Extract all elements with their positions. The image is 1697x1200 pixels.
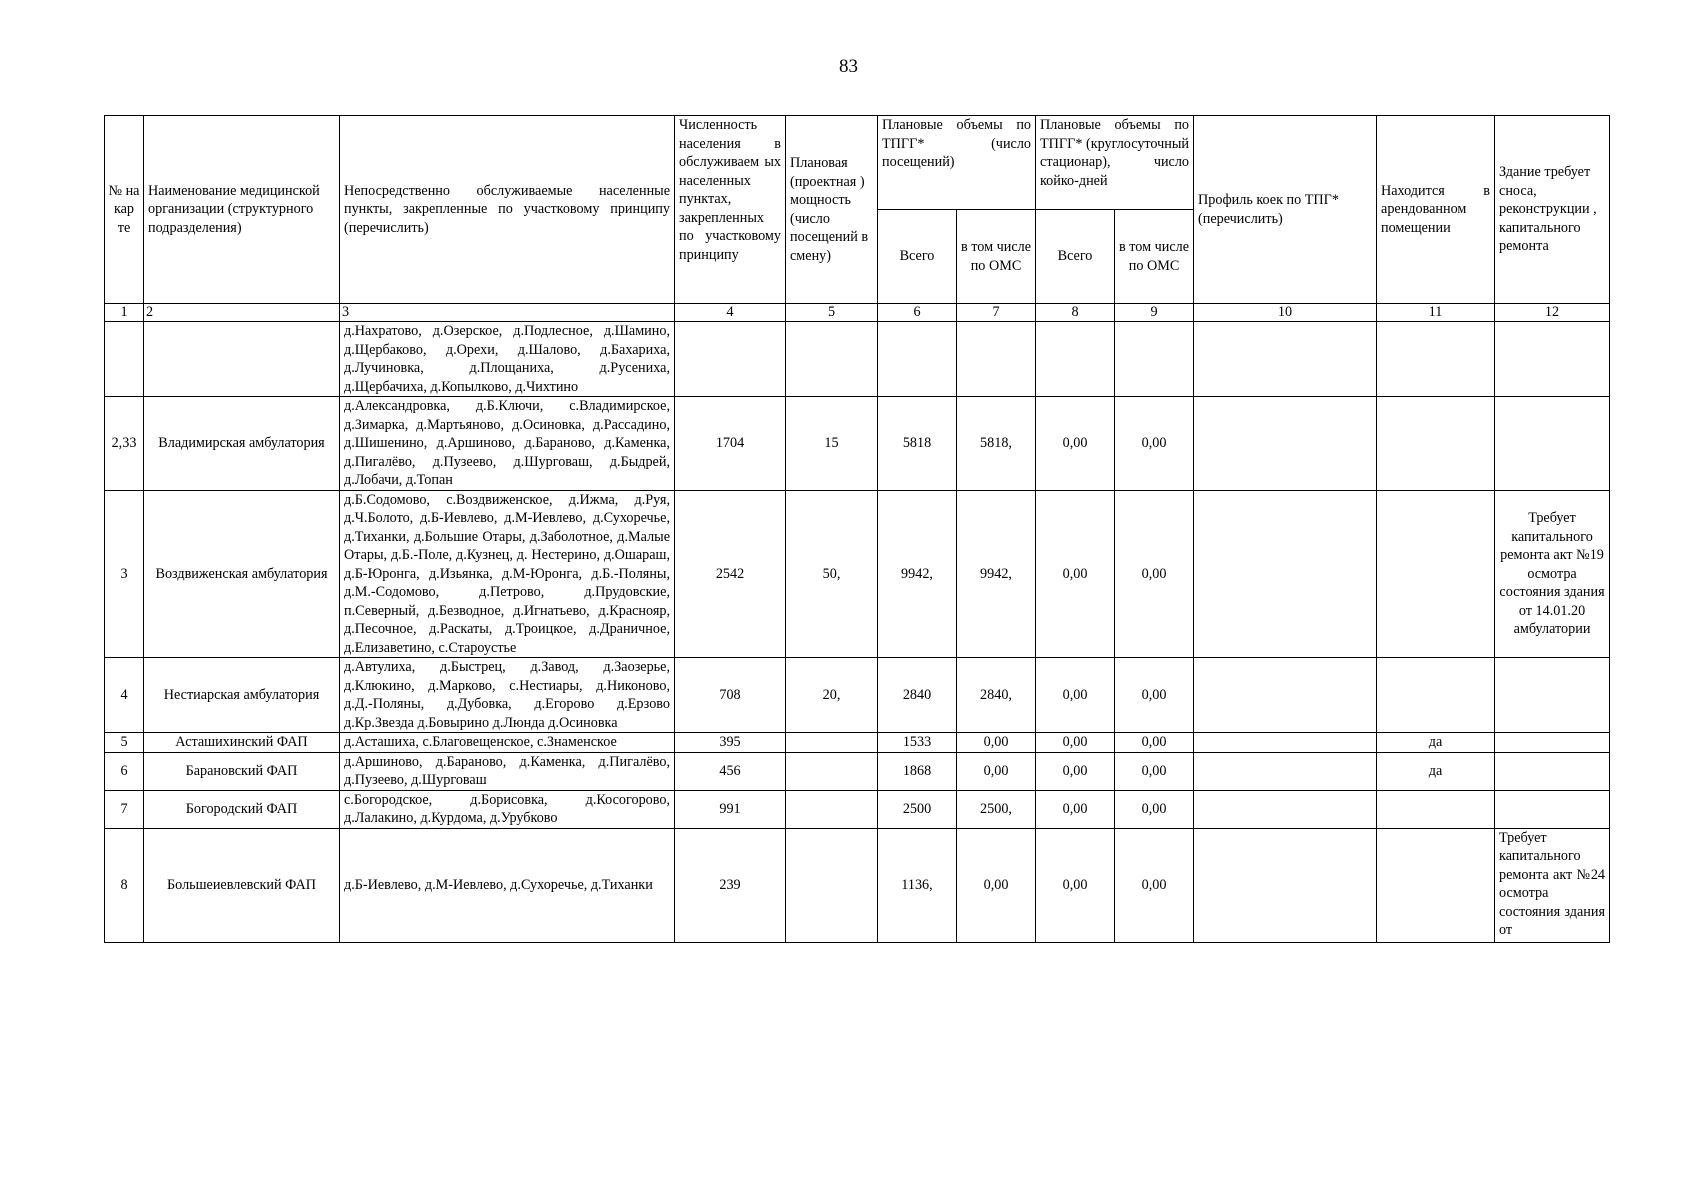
cell-visits-oms: 2840, [957, 658, 1036, 733]
header-bed-profile: Профиль коек по ТПГ* (перечислить) [1194, 116, 1377, 304]
cell-rented: да [1377, 733, 1495, 753]
cell-beds-oms: 0,00 [1115, 752, 1194, 790]
cell-population: 1704 [675, 397, 786, 491]
cell-visits-total: 1533 [878, 733, 957, 753]
cell-num: 6 [105, 752, 144, 790]
cell-capacity: 50, [786, 490, 878, 658]
cell-visits-oms [957, 322, 1036, 397]
cell-repair: Требует капитального ремонта акт №24 осмотра состояния здания от [1495, 828, 1610, 942]
cell-num: 5 [105, 733, 144, 753]
cell-places: д.Аршиново, д.Бараново, д.Каменка, д.Пигалёво, д.Пузеево, д.Шурговаш [340, 752, 675, 790]
cell-visits-total: 2840 [878, 658, 957, 733]
cell-capacity [786, 733, 878, 753]
cell-capacity: 15 [786, 397, 878, 491]
column-number: 9 [1115, 304, 1194, 322]
table-row [105, 828, 1610, 942]
cell-rented [1377, 828, 1495, 942]
cell-profile [1194, 752, 1377, 790]
cell-capacity [786, 828, 878, 942]
header-planned-capacity: Плановая (проектная ) мощность (число посещений в смену) [786, 116, 878, 304]
cell-beds-total: 0,00 [1036, 658, 1115, 733]
cell-num: 2,33 [105, 397, 144, 491]
column-number: 12 [1495, 304, 1610, 322]
cell-beds-oms: 0,00 [1115, 658, 1194, 733]
cell-visits-total [878, 322, 957, 397]
cell-profile [1194, 397, 1377, 491]
cell-name: Нестиарская амбулатория [144, 658, 340, 733]
cell-beds-oms [1115, 322, 1194, 397]
header-visits-oms: в том числе по ОМС [957, 210, 1036, 304]
cell-visits-oms: 0,00 [957, 752, 1036, 790]
cell-visits-total: 9942, [878, 490, 957, 658]
medical-organizations-table [104, 115, 1610, 943]
cell-repair: Требует капитального ремонта акт №19 осмотра состояния здания от 14.01.20 амбулатории [1495, 490, 1610, 658]
cell-num: 3 [105, 490, 144, 658]
cell-profile [1194, 733, 1377, 753]
cell-num [105, 322, 144, 397]
table-row [105, 490, 1610, 658]
cell-places: д.Александровка, д.Б.Ключи, с.Владимирское, д.Зимарка, д.Мартьяново, д.Осиновка, д.Рассадино, д.Шишенино, д.Аршиново, д.Бараново, д.Каменка, д.Пигалёво, д.Пузеево, д.Шурговаш, д.Быдрей, д.Лобачи, д.Топан [340, 397, 675, 491]
cell-beds-total: 0,00 [1036, 490, 1115, 658]
cell-visits-oms: 2500, [957, 790, 1036, 828]
cell-name: Асташихинский ФАП [144, 733, 340, 753]
header-map-number: № на кар те [105, 116, 144, 304]
header-building-condition: Здание требует сноса, реконструкции , капитального ремонта [1495, 116, 1610, 304]
cell-num: 7 [105, 790, 144, 828]
cell-population: 2542 [675, 490, 786, 658]
cell-rented [1377, 658, 1495, 733]
column-number: 4 [675, 304, 786, 322]
cell-rented [1377, 490, 1495, 658]
cell-beds-total: 0,00 [1036, 752, 1115, 790]
cell-beds-total: 0,00 [1036, 397, 1115, 491]
cell-num: 4 [105, 658, 144, 733]
cell-places: с.Богородское, д.Борисовка, д.Косогорово, д.Лалакино, д.Курдома, д.Урубково [340, 790, 675, 828]
table-row [105, 752, 1610, 790]
cell-name [144, 322, 340, 397]
cell-name: Воздвиженская амбулатория [144, 490, 340, 658]
cell-beds-total: 0,00 [1036, 733, 1115, 753]
header-visits-total: Всего [878, 210, 957, 304]
column-number: 5 [786, 304, 878, 322]
table-row [105, 322, 1610, 397]
cell-places: д.Б-Иевлево, д.М-Иевлево, д.Сухоречье, д.Тиханки [340, 828, 675, 942]
cell-places: д.Автулиха, д.Быстрец, д.Завод, д.Заозерье, д.Клюкино, д.Марково, с.Нестиары, д.Никоново, д.Д.-Поляны, д.Дубовка, д.Егорово д.Ерзово д.Кр.Звезда д.Бовырино д.Люнда д.Осиновка [340, 658, 675, 733]
table-row [105, 397, 1610, 491]
header-planned-bed-days: Плановые объемы по ТПГГ* (круглосуточный стационар), число койко-дней [1036, 116, 1194, 210]
table-row [105, 733, 1610, 753]
cell-repair [1495, 397, 1610, 491]
cell-name: Владимирская амбулатория [144, 397, 340, 491]
cell-visits-total: 2500 [878, 790, 957, 828]
header-rented-premises: Находится в арендованном помещении [1377, 116, 1495, 304]
column-number: 1 [105, 304, 144, 322]
cell-rented [1377, 790, 1495, 828]
cell-places: д.Нахратово, д.Озерское, д.Подлесное, д.Шамино, д.Щербаково, д.Орехи, д.Шалово, д.Бахариха, д.Лучиновка, д.Площаниха, д.Русениха, д.Щербачиха, д.Копылково, д.Чихтино [340, 322, 675, 397]
cell-name: Богородский ФАП [144, 790, 340, 828]
header-organization-name: Наименование медицинской организации (структурного подразделения) [144, 116, 340, 304]
column-number: 2 [144, 304, 340, 322]
cell-population: 395 [675, 733, 786, 753]
cell-repair [1495, 733, 1610, 753]
cell-profile [1194, 490, 1377, 658]
cell-population: 456 [675, 752, 786, 790]
column-number: 7 [957, 304, 1036, 322]
table-row [105, 658, 1610, 733]
cell-capacity [786, 790, 878, 828]
cell-repair [1495, 752, 1610, 790]
cell-rented: да [1377, 752, 1495, 790]
cell-num: 8 [105, 828, 144, 942]
header-beds-oms: в том числе по ОМС [1115, 210, 1194, 304]
cell-repair [1495, 322, 1610, 397]
cell-population [675, 322, 786, 397]
column-number: 11 [1377, 304, 1495, 322]
cell-population: 708 [675, 658, 786, 733]
header-beds-total: Всего [1036, 210, 1115, 304]
cell-beds-oms: 0,00 [1115, 790, 1194, 828]
column-numbers-row [105, 304, 1610, 322]
cell-visits-oms: 9942, [957, 490, 1036, 658]
cell-visits-oms: 5818, [957, 397, 1036, 491]
column-number: 10 [1194, 304, 1377, 322]
cell-visits-total: 5818 [878, 397, 957, 491]
header-planned-visits: Плановые объемы по ТПГГ* (число посещений) [878, 116, 1036, 210]
cell-capacity [786, 752, 878, 790]
cell-places: д.Асташиха, с.Благовещенское, с.Знаменское [340, 733, 675, 753]
header-population: Численность населения в обслуживаем ых населенных пунктах, закрепленных по участковому принципу [675, 116, 786, 304]
cell-profile [1194, 322, 1377, 397]
cell-profile [1194, 658, 1377, 733]
cell-beds-oms: 0,00 [1115, 828, 1194, 942]
cell-population: 239 [675, 828, 786, 942]
cell-rented [1377, 397, 1495, 491]
cell-rented [1377, 322, 1495, 397]
cell-capacity: 20, [786, 658, 878, 733]
cell-beds-oms: 0,00 [1115, 733, 1194, 753]
cell-profile [1194, 828, 1377, 942]
column-number: 8 [1036, 304, 1115, 322]
column-number: 6 [878, 304, 957, 322]
column-number: 3 [340, 304, 675, 322]
cell-beds-total: 0,00 [1036, 790, 1115, 828]
cell-places: д.Б.Содомово, с.Воздвиженское, д.Ижма, д.Руя, д.Ч.Болото, д.Б-Иевлево, д.М-Иевлево, д.Сухоречье, д.Тиханки, д.Большие Отары, д.Заболотное, д.Малые Отары, д.Б.-Поле, д.Кузнец, д. Нестерино, д.Ошараш, д.Б-Юронга, д.Изьянка, д.М-Юронга, д.Б.-Поляны, д.М.-Содомово, д.Петрово, д.Прудовские, п.Северный, д.Безводное, д.Игнатьево, д.Краснояр, д.Песочное, д.Раскаты, д.Троицкое, д.Драничное, д.Елизаветино, с.Староустье [340, 490, 675, 658]
cell-visits-total: 1868 [878, 752, 957, 790]
cell-capacity [786, 322, 878, 397]
cell-beds-oms: 0,00 [1115, 490, 1194, 658]
table-row [105, 790, 1610, 828]
cell-visits-oms: 0,00 [957, 828, 1036, 942]
page-number: 83 [839, 56, 858, 77]
cell-name: Барановский ФАП [144, 752, 340, 790]
cell-repair [1495, 658, 1610, 733]
cell-visits-oms: 0,00 [957, 733, 1036, 753]
cell-profile [1194, 790, 1377, 828]
cell-name: Большеиевлевский ФАП [144, 828, 340, 942]
cell-beds-oms: 0,00 [1115, 397, 1194, 491]
cell-beds-total: 0,00 [1036, 828, 1115, 942]
cell-beds-total [1036, 322, 1115, 397]
cell-population: 991 [675, 790, 786, 828]
cell-visits-total: 1136, [878, 828, 957, 942]
header-served-places: Непосредственно обслуживаемые населенные пункты, закрепленные по участковому принципу (перечислить) [340, 116, 675, 304]
cell-repair [1495, 790, 1610, 828]
